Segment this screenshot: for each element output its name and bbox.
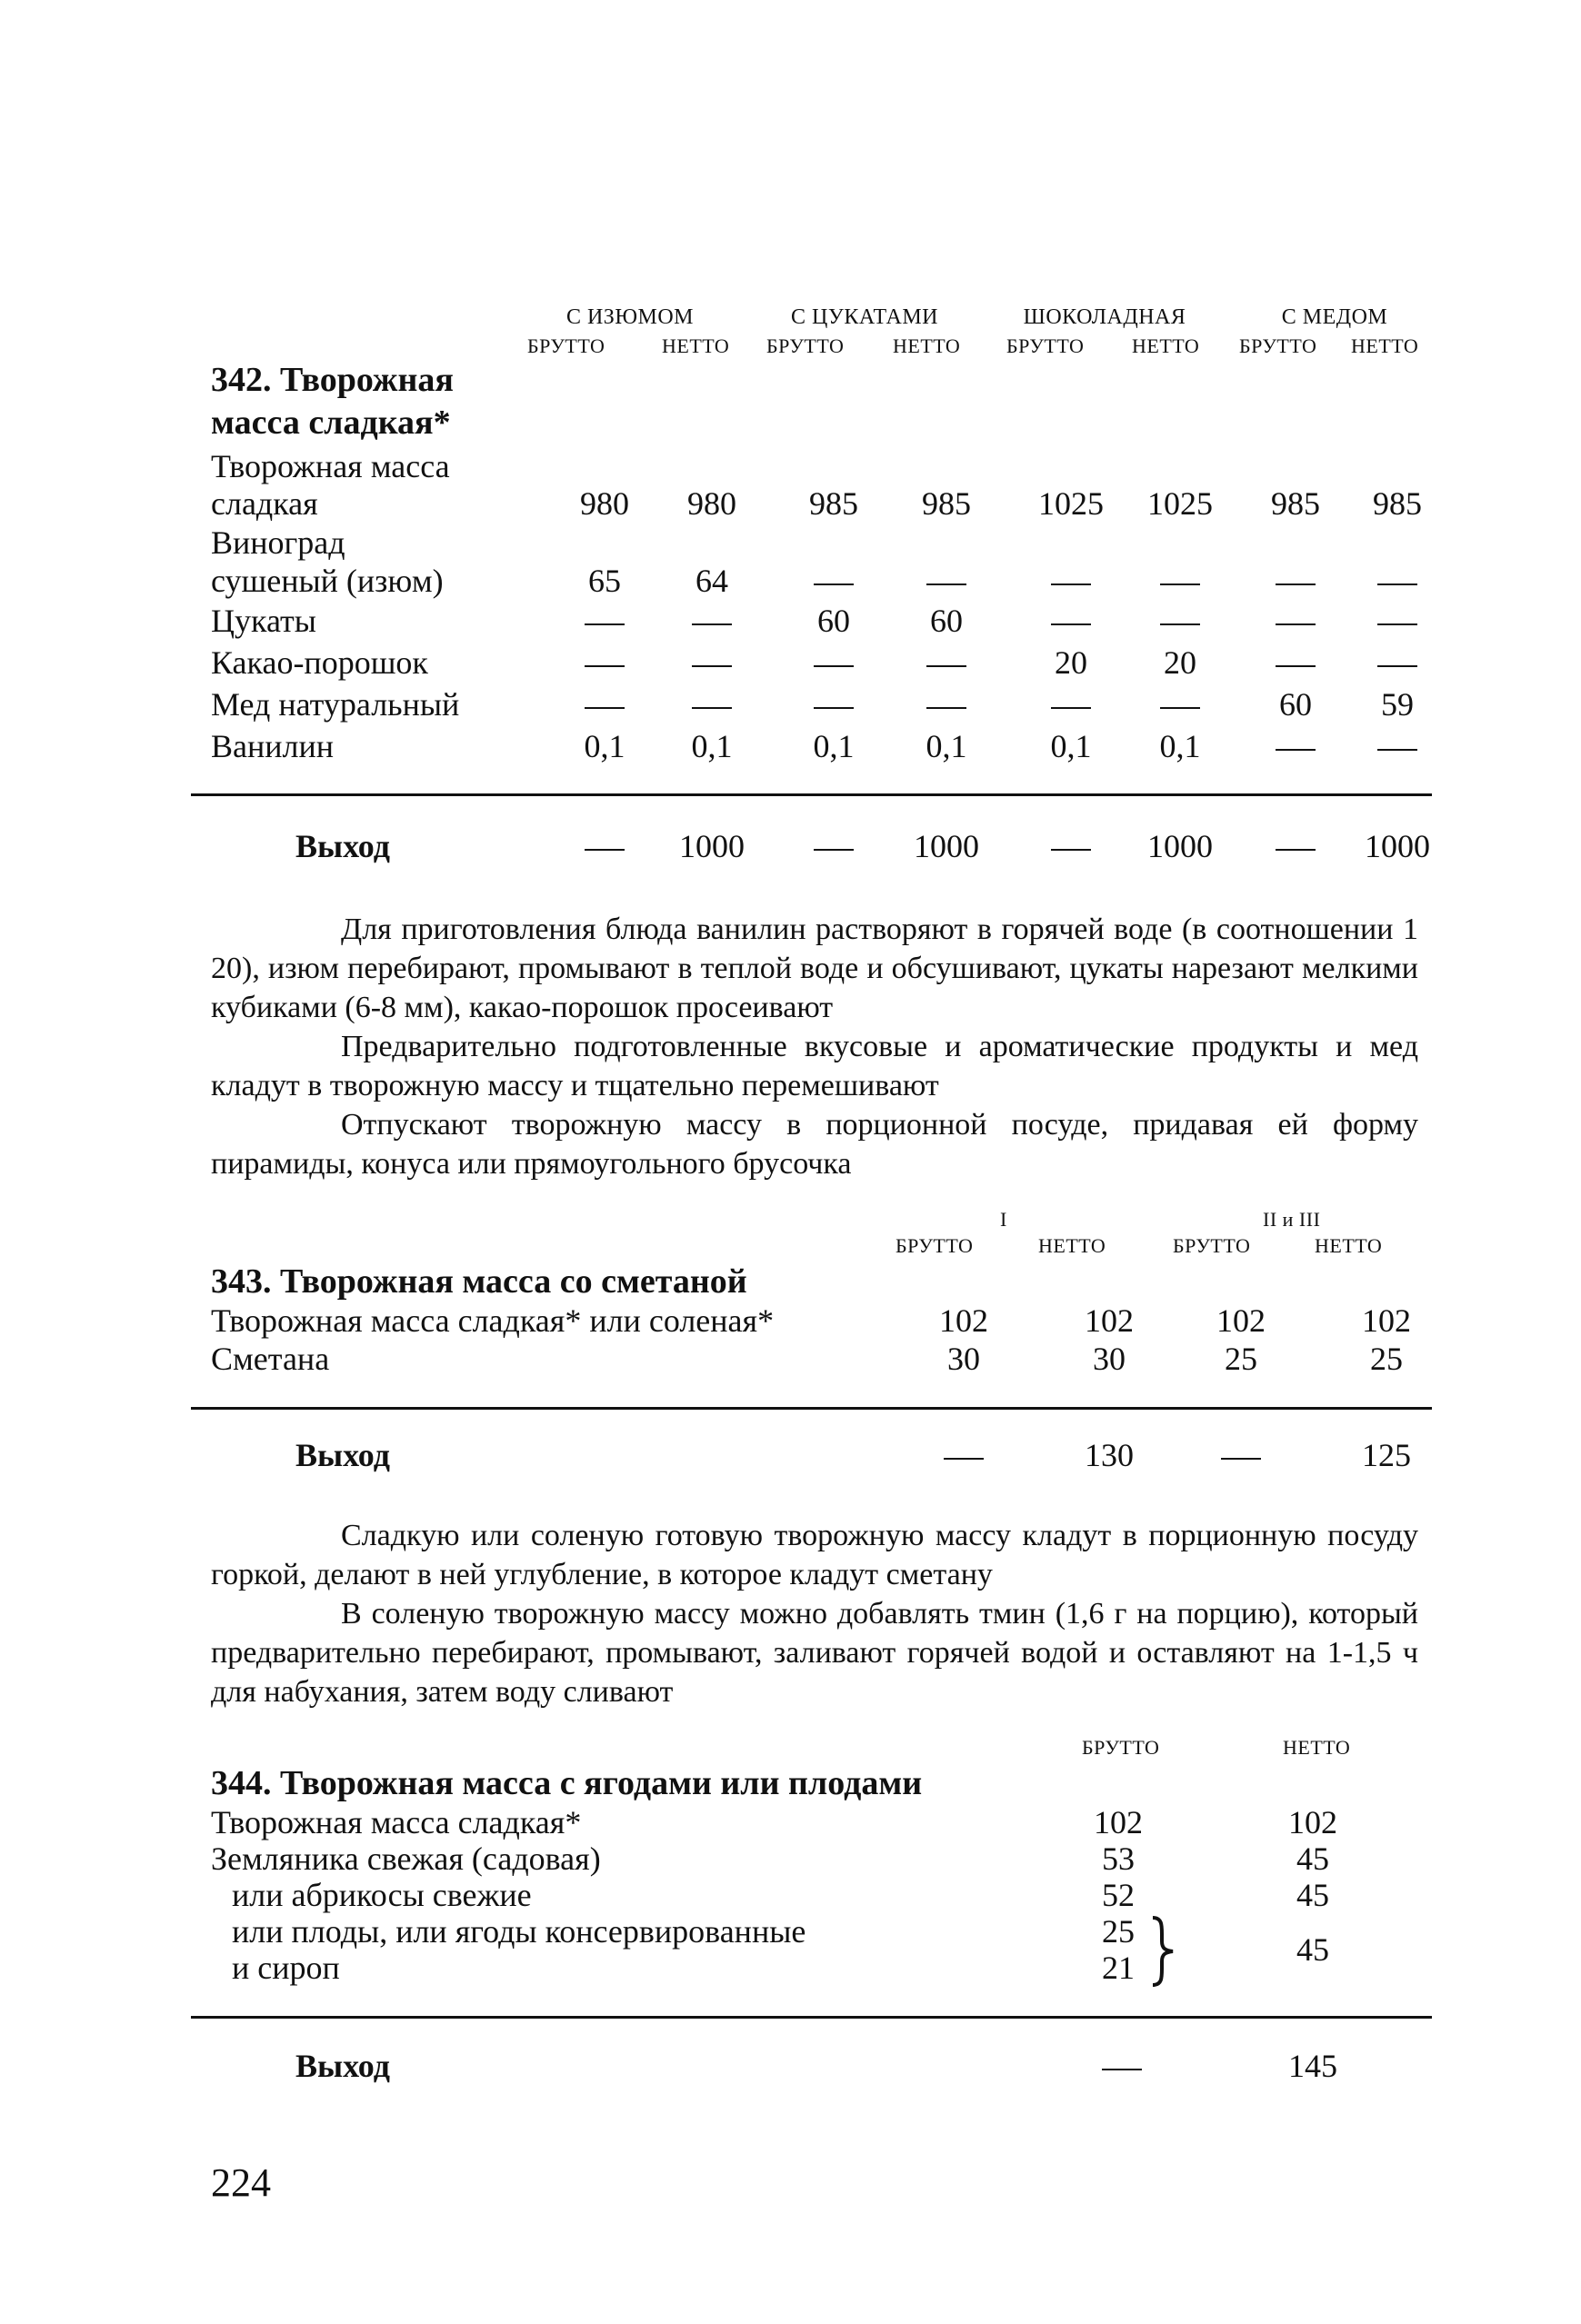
ingredient-label: Ванилин [211,728,335,764]
dash-cell [944,1458,984,1460]
value-cell: 0,1 [926,728,967,764]
subheader-netto: НЕТТО [1132,334,1200,357]
value-cell: 980 [687,485,736,522]
dash-cell [1377,665,1417,667]
yield-label: Выход [295,828,390,864]
ingredient-label: Виноград [211,524,345,561]
group-header-2: II и III [1263,1208,1321,1231]
dash-cell [585,707,625,709]
dash-cell [1276,623,1316,625]
brace-icon [1147,1914,1178,1989]
value-cell: 21 [1102,1950,1135,1986]
ingredient-label: или абрикосы свежие [232,1877,532,1913]
value-cell: 125 [1362,1437,1411,1473]
ingredient-label: Творожная масса сладкая* [211,1804,582,1840]
value-cell: 985 [922,485,971,522]
value-cell: 25 [1225,1341,1257,1377]
dash-cell [1276,583,1316,585]
value-cell: 30 [947,1341,980,1377]
subheader-brutto: БРУТТО [1006,334,1085,357]
subheader-netto: НЕТТО [1351,334,1419,357]
dash-cell [814,849,854,851]
divider [191,793,1432,796]
dash-cell [1102,2069,1142,2070]
dash-cell [1051,849,1091,851]
dash-cell [814,665,854,667]
value-cell: 1025 [1147,485,1213,522]
paragraph: Сладкую или соленую готовую творожную массу кладут в порционную посуду горкой, делают в ней углубление, в которое кладут сметану [211,1519,1418,1591]
value-cell: 45 [1296,1840,1329,1877]
value-cell: 52 [1102,1877,1135,1913]
value-cell: 102 [1362,1302,1411,1339]
dash-cell [1276,665,1316,667]
value-cell: 1025 [1038,485,1104,522]
value-cell: 985 [1373,485,1422,522]
value-cell: 20 [1164,644,1196,681]
col-header-chocolate: ШОКОЛАДНАЯ [1023,305,1186,329]
value-cell: 20 [1055,644,1087,681]
subheader-netto: НЕТТО [1038,1234,1106,1257]
paragraph: Предварительно подготовленные вкусовые и ароматические продукты и мед кладут в творожную массу и тщательно перемешивают [211,1030,1418,1102]
value-cell: 25 [1102,1913,1135,1950]
value-cell: 1000 [679,828,745,864]
divider [191,2016,1432,2019]
subheader-brutto: БРУТТО [896,1234,974,1257]
dash-cell [1160,623,1200,625]
ingredient-label: Творожная масса сладкая* или соленая* [211,1302,775,1339]
subheader-netto: НЕТТО [1315,1234,1383,1257]
value-cell: 65 [588,563,621,599]
dash-cell [585,849,625,851]
ingredient-label: или плоды, или ягоды консервированные [232,1913,806,1950]
dash-cell [1051,623,1091,625]
dash-cell [1051,707,1091,709]
dash-cell [1276,749,1316,751]
subheader-brutto: БРУТТО [766,334,845,357]
value-cell: 59 [1381,686,1414,723]
dash-cell [585,623,625,625]
value-cell: 45 [1296,1877,1329,1913]
ingredient-label: Мед натуральный [211,686,460,723]
value-cell: 0,1 [691,728,733,764]
ingredient-label: и сироп [232,1950,340,1986]
value-cell: 30 [1093,1341,1126,1377]
dash-cell [692,665,732,667]
value-cell: 0,1 [1159,728,1201,764]
dash-cell [692,707,732,709]
ingredient-label: Земляника свежая (садовая) [211,1840,601,1877]
dash-cell [814,707,854,709]
dash-cell [926,583,966,585]
dash-cell [1160,583,1200,585]
recipe-title: 343. Творожная масса со сметаной [211,1262,747,1301]
value-cell: 145 [1288,2048,1337,2084]
value-cell: 1000 [1147,828,1213,864]
dash-cell [1377,583,1417,585]
paragraph: Отпускают творожную массу в порционной посуде, придавая ей форму пирамиды, конуса или прямоугольного брусочка [211,1108,1418,1181]
dash-cell [926,707,966,709]
dash-cell [1377,623,1417,625]
value-cell: 64 [695,563,728,599]
ingredient-label: Творожная масса [211,448,450,484]
value-cell: 60 [930,603,963,639]
value-cell: 45 [1296,1931,1329,1968]
recipe-title: 344. Творожная масса с ягодами или плодами [211,1764,923,1802]
value-cell: 1000 [914,828,979,864]
ingredient-label: Цукаты [211,603,316,639]
divider [191,1407,1432,1410]
value-cell: 102 [1288,1804,1337,1840]
dash-cell [1221,1458,1261,1460]
ingredient-label: сладкая [211,485,318,522]
dash-cell [585,665,625,667]
value-cell: 980 [580,485,629,522]
value-cell: 60 [1279,686,1312,723]
subheader-brutto: БРУТТО [1173,1234,1251,1257]
value-cell: 130 [1085,1437,1134,1473]
value-cell: 0,1 [1050,728,1092,764]
subheader-netto: НЕТТО [1283,1736,1351,1759]
value-cell: 0,1 [813,728,855,764]
yield-label: Выход [295,1437,390,1473]
page-number: 224 [211,2160,271,2205]
subheader-netto: НЕТТО [662,334,730,357]
value-cell: 102 [1085,1302,1134,1339]
dash-cell [814,583,854,585]
subheader-brutto: БРУТТО [1239,334,1317,357]
value-cell: 102 [939,1302,988,1339]
ingredient-label: Сметана [211,1341,330,1377]
dash-cell [1051,583,1091,585]
value-cell: 1000 [1365,828,1430,864]
dash-cell [1377,749,1417,751]
col-header-raisins: С ИЗЮМОМ [565,305,695,329]
subheader-netto: НЕТТО [893,334,961,357]
value-cell: 985 [1271,485,1320,522]
group-header-1: I [1000,1208,1007,1231]
dash-cell [692,623,732,625]
value-cell: 985 [809,485,858,522]
value-cell: 102 [1216,1302,1266,1339]
value-cell: 0,1 [584,728,625,764]
ingredient-label: сушеный (изюм) [211,563,444,599]
value-cell: 53 [1102,1840,1135,1877]
subheader-brutto: БРУТТО [1082,1736,1160,1759]
value-cell: 60 [817,603,850,639]
ingredient-label: Какао-порошок [211,644,428,681]
dash-cell [926,665,966,667]
recipe-title: 342. Творожная [211,361,454,399]
value-cell: 25 [1370,1341,1403,1377]
paragraph: Для приготовления блюда ванилин растворяют в горячей воде (в соотношении 1 20), изюм перебирают, промывают в теплой воде и обсушивают, цукаты нарезают мелкими кубиками (6-8 мм), какао-порошок просеивают [211,913,1418,1024]
col-header-candied: С ЦУКАТАМИ [790,305,939,329]
subheader-brutto: БРУТТО [527,334,605,357]
paragraph: В соленую творожную массу можно добавлять тмин (1,6 г на порцию), который предварительно перебирают, промывают, заливают горячей водой и оставляют на 1-1,5 ч для набухания, затем воду сливают [211,1597,1418,1709]
yield-label: Выход [295,2048,390,2084]
dash-cell [1276,849,1316,851]
value-cell: 102 [1094,1804,1143,1840]
col-header-honey: С МЕДОМ [1281,305,1388,329]
dash-cell [1160,707,1200,709]
recipe-title: масса сладкая* [211,404,451,442]
